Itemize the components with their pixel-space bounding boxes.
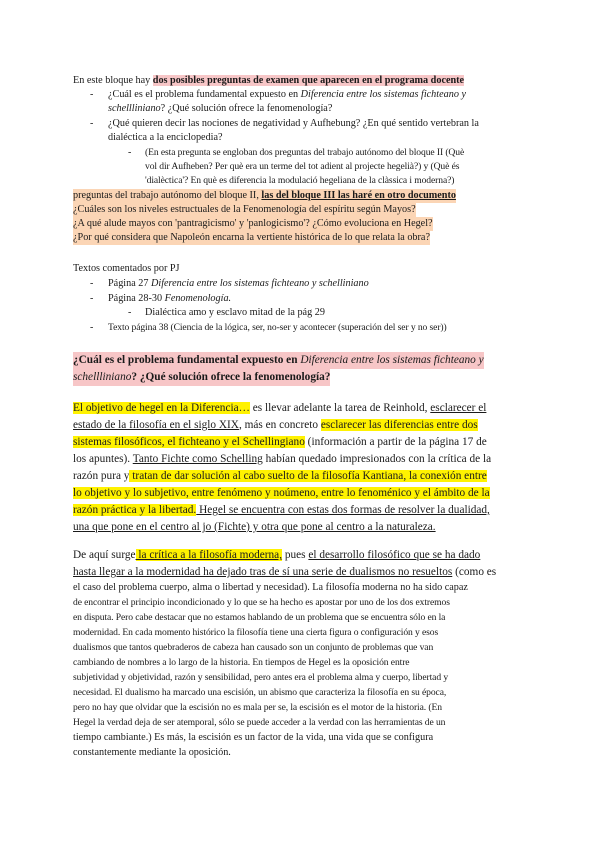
para2-line7: dualismos que tantos quebraderos de cabeza han causado son un conjunto de problemas que van bbox=[73, 642, 434, 653]
orange-block-line2: ¿Cuáles son los niveles estructuales de la Fenomenología del espíritu según Mayos? bbox=[73, 204, 416, 215]
para1-line6: lo objetivo y lo subjetivo, entre fenómeno y noúmeno, entre lo fenoménico y el ámbito de la bbox=[73, 487, 490, 499]
question-1-line1: ¿Cuál es el problema fundamental expuesto en Diferencia entre los sistemas fichteano y bbox=[108, 89, 466, 100]
para2-line5: en disputa. Pero cabe destacar que no estamos hablando de un problema que se encuentra sólo en la bbox=[73, 612, 446, 623]
para1-line7: razón práctica y la libertad. Hegel se encuentra con estas dos formas de resolver la dualidad, bbox=[73, 504, 490, 516]
list-bullet: - bbox=[128, 147, 132, 158]
orange-block-line1: preguntas del trabajo autónomo del bloque II, las del bloque III las haré en otro documento bbox=[73, 190, 456, 201]
sub-question-line1: (En esta pregunta se engloban dos preguntas del trabajo autónomo del bloque II (Què bbox=[145, 147, 465, 158]
para2-line8: cambiando de nombres a lo largo de la historia. En tiempos de Hegel es la oposición entre bbox=[73, 657, 410, 668]
intro-highlight: dos posibles preguntas de examen que aparecen en el programa docente bbox=[152, 75, 465, 86]
orange-block-line4: ¿Por qué considera que Napoleón encarna la vertiente histórica de lo que relata la obra? bbox=[73, 232, 430, 243]
section-heading-line1: ¿Cuál es el problema fundamental expuesto en Diferencia entre los sistemas fichteano y bbox=[73, 352, 484, 369]
textos-heading: Textos comentados por PJ bbox=[73, 263, 180, 274]
sub-question-line2: vol dir Aufheben? Per què era un terme del tot adient al projecte hegelià?) y (Què és bbox=[145, 161, 460, 172]
list-bullet: - bbox=[90, 118, 94, 129]
texto-item-2: Página 28-30 Fenomenología. bbox=[108, 293, 232, 304]
list-bullet: - bbox=[90, 278, 94, 289]
question-1-line2: schellliniano? ¿Qué solución ofrece la fenomenología? bbox=[108, 103, 333, 114]
para1-line1: El objetivo de hegel en la Diferencia… es llevar adelante la tarea de Reinhold, esclarecer el bbox=[73, 402, 487, 414]
para2-line1: De aquí surge la crítica a la filosofía moderna, pues el desarrollo filosófico que se ha dado bbox=[73, 549, 481, 561]
para1-line5: razón pura y tratan de dar solución al cabo suelto de la filosofía Kantiana, la conexión entre bbox=[73, 470, 487, 482]
para2-line11: pero no hay que olvidar que la escisión no es mala per se, la escisión es el motor de la historia. (En bbox=[73, 702, 442, 713]
sub-question-line3: 'dialèctica'? En què es diferencia la modulació hegeliana de la clàssica i moderna?) bbox=[145, 175, 455, 186]
list-bullet: - bbox=[90, 89, 94, 100]
para2-line3: el caso del problema cuerpo, alma o libertad y necesidad). La filosofía moderna no ha sido capaz bbox=[73, 582, 468, 593]
intro-line: En este bloque hay dos posibles preguntas de examen que aparecen en el programa docente bbox=[73, 75, 465, 86]
para2-line9: subjetividad y objetividad, razón y sensibilidad, pero antes era el problema alma y cuerpo, libertad y bbox=[73, 672, 449, 683]
para2-line4: de encontrar el principio incondicionado y lo que se ha hecho es apostar por uno de los dos extremos bbox=[73, 597, 450, 608]
orange-block-line3: ¿A qué alude mayos con 'pantragicismo' y 'panlogicismo'? ¿Cómo evoluciona en Hegel? bbox=[73, 218, 433, 229]
para1-line2: estado de la filosofía en el siglo XIX, más en concreto esclarecer las diferencias entre dos bbox=[73, 419, 478, 431]
list-bullet: - bbox=[90, 322, 94, 333]
para2-line13: tiempo cambiante.) Es más, la escisión es un factor de la vida, una vida que se configura bbox=[73, 732, 434, 743]
question-2-line2: dialéctica a la enciclopedia? bbox=[108, 132, 223, 143]
para2-line6: modernidad. En cada momento histórico la filosofía tiene una cierta figura o configuración y esos bbox=[73, 627, 439, 638]
texto-item-3: Dialéctica amo y esclavo mitad de la pág 29 bbox=[145, 307, 325, 318]
para2-line14: constantemente mediante la oposición. bbox=[73, 747, 231, 758]
para2-line2: hasta llegar a la modernidad ha dejado tras de sí una serie de dualismos no resueltos (como es bbox=[73, 566, 497, 578]
question-2-line1: ¿Qué quieren decir las nociones de negatividad y Aufhebung? ¿En qué sentido vertebran la bbox=[108, 118, 479, 129]
section-heading-line2: schellliniano? ¿Qué solución ofrece la fenomenología? bbox=[73, 369, 330, 386]
texto-item-4: Texto página 38 (Ciencia de la lógica, ser, no-ser y acontecer (superación del ser y no ser)) bbox=[108, 322, 447, 333]
para2-line10: necesidad. El dualismo ha marcado una escisión, un abismo que caracteriza la filosofía en su época, bbox=[73, 687, 447, 698]
para2-line12: Hegel la verdad deja de ser atemporal, sólo se puede acceder a la verdad con las herramientas de un bbox=[73, 717, 446, 728]
list-bullet: - bbox=[90, 293, 94, 304]
texto-item-1: Página 27 Diferencia entre los sistemas fichteano y schelliniano bbox=[108, 278, 369, 289]
para1-line4: los apuntes). Tanto Fichte como Schelling habían quedado impresionados con la crítica de la bbox=[73, 453, 492, 465]
para1-line3: sistemas filosóficos, el fichteano y el Schellingiano (información a partir de la página 17 de bbox=[73, 436, 487, 448]
para1-line8: una que pone en el centro al jo (Fichte) y otra que pone al centro a la naturaleza. bbox=[73, 521, 436, 533]
list-bullet: - bbox=[128, 307, 132, 318]
